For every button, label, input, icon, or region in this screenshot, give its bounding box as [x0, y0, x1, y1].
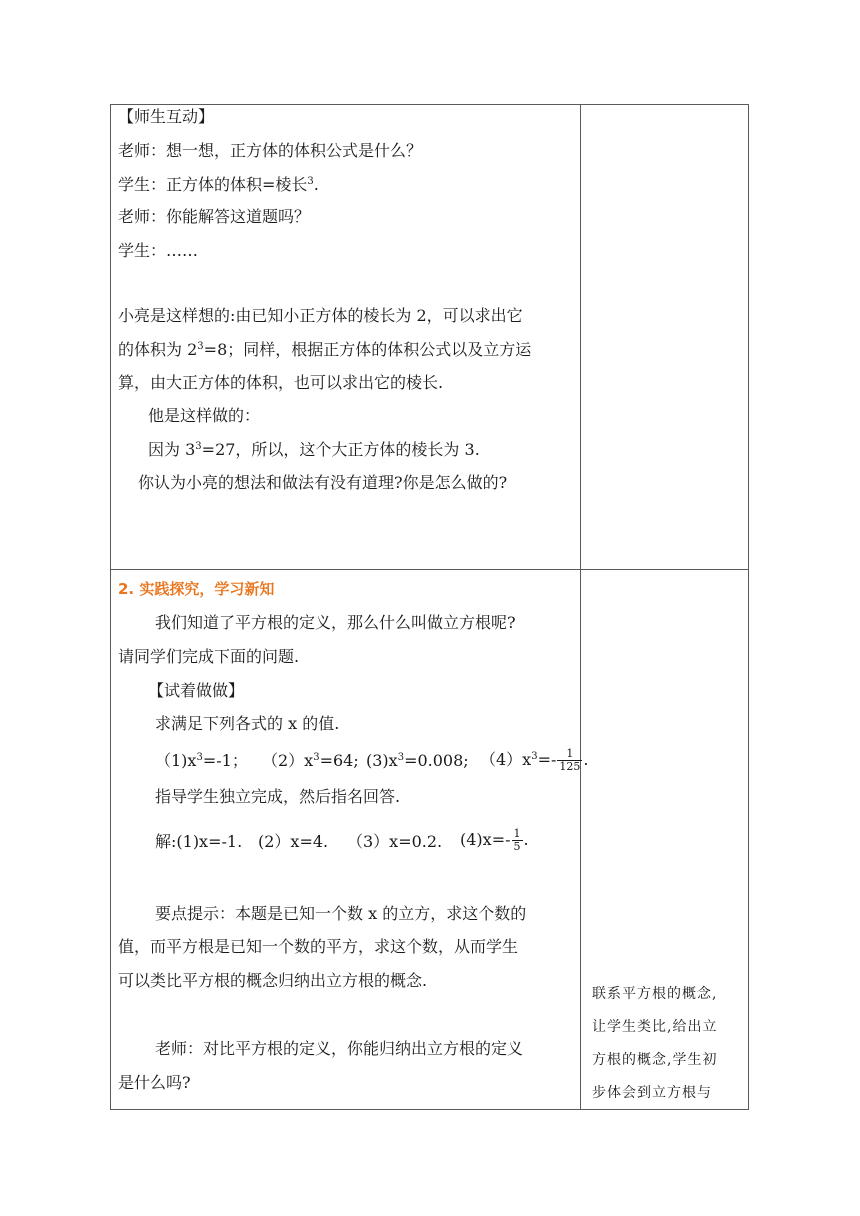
- method-step: 因为 $3^3=27$，所以，这个大正方体的棱长为 3.: [148, 440, 480, 459]
- key-point-line2: 值，而平方根是已知一个数的平方，求这个数，从而学生: [118, 937, 519, 956]
- section2-title: 2. 实践探究，学习新知: [118, 580, 275, 598]
- table-column-divider: [580, 104, 581, 1110]
- intro-line2: 请同学们完成下面的问题.: [118, 647, 300, 666]
- fraction-1-over-5: $\frac{1}{5}$: [513, 827, 521, 853]
- student-answer-1: 学生：正方体的体积=棱长$^3$.: [118, 175, 319, 194]
- section1-title: 【师生互动】: [118, 107, 215, 126]
- table-top-border: [110, 104, 749, 105]
- student-answer-2: 学生：……: [118, 241, 199, 260]
- lesson-table: [110, 104, 749, 1110]
- equation-1: $(1)x^3=-1$；: [155, 751, 248, 770]
- xiaoliang-paragraph-line2: 的体积为 $2^3=8$；同样，根据正方体的体积公式以及立方运: [118, 340, 532, 359]
- try-it-title: 【试着做做】: [148, 681, 245, 700]
- instruction-line: 指导学生独立完成，然后指名回答.: [155, 787, 401, 806]
- key-point-line1: 要点提示：本题是已知一个数 x 的立方，求这个数的: [155, 904, 527, 923]
- table-left-border: [110, 104, 111, 1110]
- table-bottom-border: [110, 1109, 749, 1110]
- design-note-line2: 让学生类比,给出立: [592, 1019, 718, 1035]
- solution-1: 解:(1)x=-1.: [155, 832, 243, 851]
- design-note-line3: 方根的概念,学生初: [592, 1052, 718, 1068]
- equation-4: $(4)x^3=-$ $\frac{1}{125}$ .: [480, 747, 589, 773]
- teacher-question-2: 老师：你能解答这道题吗？: [118, 207, 311, 226]
- solution-3: （3）x=0.2.: [347, 832, 443, 851]
- teacher-question-1: 老师：想一想，正方体的体积公式是什么？: [118, 141, 423, 160]
- solution-4: (4)x=- $\frac{1}{5}$ .: [460, 827, 529, 853]
- equation-2: $(2)x^3=64$;: [262, 751, 359, 770]
- table-row-divider: [110, 569, 749, 570]
- teacher-prompt-line1: 老师：对比平方根的定义，你能归纳出立方根的定义: [155, 1039, 524, 1058]
- intro-line1: 我们知道了平方根的定义，那么什么叫做立方根呢?: [155, 613, 516, 632]
- table-right-border: [748, 104, 749, 1110]
- xiaoliang-paragraph-line1: 小亮是这样想的:由已知小正方体的棱长为 2，可以求出它: [118, 306, 523, 325]
- fraction-1-over-125: $\frac{1}{125}$: [559, 747, 581, 773]
- solution-2: (2）x=4.: [258, 832, 329, 851]
- reflection-question: 你认为小亮的想法和做法有没有道理?你是怎么做的?: [138, 473, 508, 492]
- design-note-line4: 步体会到立方根与: [592, 1085, 712, 1101]
- method-intro: 他是这样做的：: [148, 406, 261, 425]
- xiaoliang-paragraph-line3: 算，由大正方体的体积，也可以求出它的棱长.: [118, 373, 444, 392]
- key-point-line3: 可以类比平方根的概念归纳出立方根的概念.: [118, 971, 428, 990]
- design-note-line1: 联系平方根的概念,: [592, 986, 718, 1002]
- teacher-prompt-line2: 是什么吗?: [118, 1073, 191, 1092]
- exercise-prompt: 求满足下列各式的 x 的值.: [155, 714, 340, 733]
- equation-3: $(3)x^3=0.008$;: [366, 751, 469, 770]
